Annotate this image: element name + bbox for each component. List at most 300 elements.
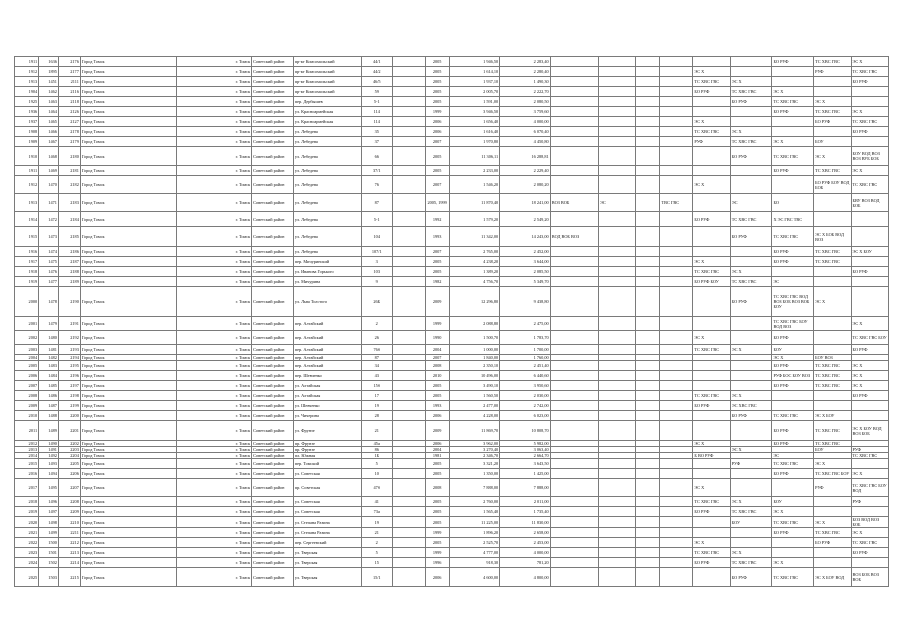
cell-c1: Город Томск: [80, 459, 177, 469]
cell-e-q: [599, 361, 636, 371]
cell-y: 2005: [425, 517, 449, 528]
cell-n2: 1477: [39, 277, 59, 287]
cell-w-x: ТС ХВС ГВС БОУ ВОД: [851, 479, 889, 497]
cell-w-s: БО РУФ: [693, 507, 730, 517]
cell-e-r: [660, 568, 693, 587]
cell-w-s: [693, 528, 730, 538]
cell-c3: Советский район: [252, 287, 294, 317]
cell-y: 1999: [425, 548, 449, 558]
cell-n2: 1490: [39, 441, 59, 447]
table-row: [15, 176, 889, 194]
cell-e-p: [550, 87, 598, 97]
cell-e-p: ВОД ВОБ ВОЗ: [550, 227, 598, 247]
cell-c1: Город Томск: [80, 77, 177, 87]
cell-empty: [392, 227, 425, 247]
cell-c1: Город Томск: [80, 507, 177, 517]
cell-w-s: ТС ХВС ГВС: [693, 548, 730, 558]
cell-e-q: [599, 267, 636, 277]
cell-e-r: [660, 459, 693, 469]
table-row: [15, 137, 889, 147]
cell-a2: 2 085,50: [500, 267, 551, 277]
cell-c5: 46/5: [361, 77, 392, 87]
cell-n: 2002: [15, 331, 39, 345]
cell-c3: Советский район: [252, 166, 294, 176]
cell-w-t: [730, 57, 772, 67]
cell-e-r: [660, 411, 693, 421]
cell-id: 2111: [58, 77, 80, 87]
cell-a2: 1 735,40: [500, 507, 551, 517]
cell-c3: Советский район: [252, 479, 294, 497]
cell-empty: [392, 287, 425, 317]
cell-y: 2005: [425, 166, 449, 176]
cell-w-v: ЭС Х: [814, 97, 851, 107]
cell-w-t: [730, 247, 772, 257]
cell-w-x: ТС ХВС ГВС БОУ: [851, 331, 889, 345]
cell-w-v: ЭС Х: [814, 287, 851, 317]
cell-c1: Город Томск: [80, 227, 177, 247]
cell-c1: Город Томск: [80, 97, 177, 107]
cell-w-u: ТС ХВС ГВС: [772, 459, 814, 469]
cell-e-q: [599, 538, 636, 548]
cell-w-x: [851, 212, 889, 227]
cell-w-u: ТС ХВС ГВС: [772, 411, 814, 421]
cell-c1: Город Томск: [80, 127, 177, 137]
cell-w-s: БО РУФ: [693, 212, 730, 227]
cell-w-x: ЭС Х: [851, 317, 889, 331]
cell-c2: г. Томск: [177, 469, 252, 479]
cell-c3: Советский район: [252, 447, 294, 453]
cell-w-t: [730, 331, 772, 345]
cell-empty: [392, 401, 425, 411]
cell-c1: Город Томск: [80, 479, 177, 497]
cell-c4: ул. Лебедева: [293, 137, 361, 147]
cell-n2: 1481: [39, 345, 59, 355]
cell-empty: [636, 57, 660, 67]
cell-n2: 1466: [39, 127, 59, 137]
cell-w-s: ЭС Х: [693, 257, 730, 267]
cell-c5: 76: [361, 176, 392, 194]
cell-c4: пр-кт Комсомольский: [293, 87, 361, 97]
cell-e-q: [599, 411, 636, 421]
cell-n: 2025: [15, 568, 39, 587]
cell-n: 2020: [15, 517, 39, 528]
cell-c2: г. Томск: [177, 528, 252, 538]
cell-id: 2202: [58, 441, 80, 447]
cell-y: 1993: [425, 227, 449, 247]
cell-c5: 103: [361, 267, 392, 277]
cell-n2: 1484: [39, 371, 59, 381]
cell-w-v: БО РУФ: [814, 117, 851, 127]
cell-id: 2191: [58, 317, 80, 331]
cell-c1: Город Томск: [80, 176, 177, 194]
cell-id: 2179: [58, 137, 80, 147]
cell-empty: [636, 317, 660, 331]
cell-e-r: [660, 287, 693, 317]
cell-c1: Город Томск: [80, 107, 177, 117]
cell-a1: 1 000,00: [449, 345, 500, 355]
cell-w-v: ТС ХВС ГВС БОУ: [814, 469, 851, 479]
table-row: [15, 507, 889, 517]
cell-c4: ул. Тверская: [293, 558, 361, 568]
cell-c3: Советский район: [252, 97, 294, 107]
cell-id: 2184: [58, 212, 80, 227]
cell-id: 2214: [58, 558, 80, 568]
cell-c2: г. Томск: [177, 548, 252, 558]
cell-empty: [392, 107, 425, 117]
cell-y: 2007: [425, 355, 449, 361]
cell-c4: ул. Советская: [293, 497, 361, 507]
cell-a1: 1 500,70: [449, 331, 500, 345]
cell-w-u: БОУ: [772, 345, 814, 355]
cell-id: 2186: [58, 247, 80, 257]
cell-c5: 44/1: [361, 57, 392, 67]
cell-a2: 4 450,80: [500, 137, 551, 147]
cell-w-v: ТС ХВС ГВС: [814, 57, 851, 67]
cell-w-t: [730, 381, 772, 391]
table-row: [15, 371, 889, 381]
cell-c5: 37: [361, 137, 392, 147]
table-row: [15, 459, 889, 469]
cell-w-x: [851, 227, 889, 247]
cell-c1: Город Томск: [80, 421, 177, 441]
cell-w-s: ЭС Х: [693, 538, 730, 548]
cell-e-p: [550, 287, 598, 317]
cell-n2: 1498: [39, 517, 59, 528]
cell-a1: 1 656,40: [449, 117, 500, 127]
cell-c3: Советский район: [252, 117, 294, 127]
cell-empty: [636, 528, 660, 538]
table-row: [15, 166, 889, 176]
cell-n2: 1475: [39, 257, 59, 267]
cell-w-v: [814, 401, 851, 411]
cell-w-x: БО РУФ: [851, 77, 889, 87]
table-row: [15, 558, 889, 568]
cell-e-q: [599, 166, 636, 176]
cell-a1: 4 228,00: [449, 411, 500, 421]
cell-c5: 5-1: [361, 97, 392, 107]
cell-c3: Советский район: [252, 176, 294, 194]
cell-empty: [636, 538, 660, 548]
cell-e-p: [550, 558, 598, 568]
table-row: [15, 267, 889, 277]
cell-e-q: [599, 137, 636, 147]
cell-a2: 4 800,00: [500, 568, 551, 587]
cell-w-v: ТС ХВС ГВС: [814, 528, 851, 538]
cell-empty: [392, 247, 425, 257]
cell-a1: 1 565,40: [449, 507, 500, 517]
cell-c4: ул. Льва Толстого: [293, 287, 361, 317]
cell-n: 1912: [15, 176, 39, 194]
cell-a2: 2 011,00: [500, 497, 551, 507]
cell-n: 1925: [15, 97, 39, 107]
cell-c2: г. Томск: [177, 381, 252, 391]
cell-n2: 1485: [39, 381, 59, 391]
cell-empty: [636, 371, 660, 381]
cell-w-v: [814, 391, 851, 401]
cell-a2: 781,20: [500, 558, 551, 568]
cell-c5: 114: [361, 117, 392, 127]
cell-w-u: [772, 117, 814, 127]
cell-e-p: [550, 528, 598, 538]
cell-w-u: [772, 401, 814, 411]
cell-empty: [392, 497, 425, 507]
cell-n: 1916: [15, 247, 39, 257]
cell-id: 2193: [58, 345, 80, 355]
cell-w-x: РУФ: [851, 497, 889, 507]
cell-n: 2016: [15, 469, 39, 479]
cell-c3: Советский район: [252, 345, 294, 355]
cell-w-s: ЭС Х: [693, 67, 730, 77]
cell-w-u: ТС ХВС ГВС ВОД ВОЗ БОБ ВОЗ ВОБ БОУ: [772, 287, 814, 317]
cell-e-r: [660, 381, 693, 391]
cell-c5: 66: [361, 147, 392, 166]
cell-empty: [392, 317, 425, 331]
cell-c2: г. Томск: [177, 371, 252, 381]
cell-w-x: ЭС Х БОУ ВОД ВОЗ БОБ: [851, 421, 889, 441]
cell-e-r: [660, 87, 693, 97]
cell-w-s: [693, 194, 730, 212]
cell-c3: Советский район: [252, 528, 294, 538]
cell-e-p: [550, 67, 598, 77]
cell-c2: г. Томск: [177, 441, 252, 447]
cell-c4: пр. Советская: [293, 479, 361, 497]
cell-c3: Советский район: [252, 277, 294, 287]
table-row: [15, 227, 889, 247]
cell-empty: [392, 568, 425, 587]
cell-w-v: [814, 212, 851, 227]
cell-e-r: [660, 528, 693, 538]
table-row: [15, 345, 889, 355]
cell-c5: 10: [361, 469, 392, 479]
cell-w-v: ЭС Х БОУ ВОД: [814, 568, 851, 587]
cell-empty: [392, 371, 425, 381]
cell-e-p: [550, 137, 598, 147]
cell-c3: Советский район: [252, 517, 294, 528]
cell-y: 2006: [425, 568, 449, 587]
table-row: [15, 87, 889, 97]
cell-c1: Город Томск: [80, 497, 177, 507]
cell-e-r: [660, 137, 693, 147]
table-row: [15, 127, 889, 137]
cell-a2: 2 475,00: [500, 317, 551, 331]
cell-c4: пер. Алтайский: [293, 355, 361, 361]
cell-a2: 11 830,00: [500, 517, 551, 528]
cell-c1: Город Томск: [80, 247, 177, 257]
cell-id: 2181: [58, 166, 80, 176]
cell-c5: 45а: [361, 441, 392, 447]
table-row: [15, 411, 889, 421]
cell-c4: пер. Алтайский: [293, 345, 361, 355]
cell-a2: 4 000,00: [500, 117, 551, 127]
cell-c4: пр. Фрунзе: [293, 447, 361, 453]
cell-a1: 1 591,00: [449, 97, 500, 107]
cell-e-q: [599, 401, 636, 411]
cell-e-q: [599, 381, 636, 391]
cell-w-u: ЭС Х: [772, 87, 814, 97]
cell-c1: Город Томск: [80, 331, 177, 345]
cell-e-p: [550, 317, 598, 331]
cell-w-u: [772, 176, 814, 194]
cell-n: 2013: [15, 447, 39, 453]
cell-c5: 35: [361, 127, 392, 137]
cell-c5: 15: [361, 558, 392, 568]
cell-c2: г. Томск: [177, 67, 252, 77]
cell-empty: [392, 345, 425, 355]
cell-c5: 1Б: [361, 453, 392, 459]
cell-id: 2207: [58, 479, 80, 497]
cell-a1: 3 321,20: [449, 459, 500, 469]
cell-c2: г. Томск: [177, 176, 252, 194]
cell-y: 2005: [425, 391, 449, 401]
cell-w-t: [730, 421, 772, 441]
cell-c1: Город Томск: [80, 381, 177, 391]
cell-n: 1910: [15, 147, 39, 166]
cell-w-t: ТС ХВС ГВС: [730, 212, 772, 227]
cell-c5: 15/1: [361, 568, 392, 587]
table-row: [15, 277, 889, 287]
cell-e-q: [599, 117, 636, 127]
cell-n2: 1502: [39, 558, 59, 568]
cell-c1: Город Томск: [80, 538, 177, 548]
cell-w-v: ЭС Х БОБ ВОД ВОЗ: [814, 227, 851, 247]
cell-c3: Советский район: [252, 558, 294, 568]
cell-n: 1911: [15, 166, 39, 176]
cell-n: 1904: [15, 87, 39, 97]
cell-w-v: ТС ХВС ГВС: [814, 421, 851, 441]
cell-w-t: БО РУФ: [730, 287, 772, 317]
cell-c4: пер. Томский: [293, 459, 361, 469]
cell-empty: [392, 194, 425, 212]
cell-w-t: БО РУФ: [730, 227, 772, 247]
table-row: [15, 117, 889, 127]
cell-e-q: [599, 127, 636, 137]
cell-e-p: [550, 391, 598, 401]
cell-c4: ул. Советская: [293, 507, 361, 517]
cell-c2: г. Томск: [177, 401, 252, 411]
cell-w-s: [693, 568, 730, 587]
cell-w-t: [730, 176, 772, 194]
cell-c1: Город Томск: [80, 166, 177, 176]
cell-e-q: [599, 528, 636, 538]
cell-empty: [392, 411, 425, 421]
cell-w-v: РУФ: [814, 479, 851, 497]
cell-w-s: [693, 411, 730, 421]
cell-w-t: [730, 117, 772, 127]
cell-n: 1909: [15, 137, 39, 147]
cell-n: 2004: [15, 355, 39, 361]
cell-empty: [636, 176, 660, 194]
cell-a2: 18 241,00: [500, 194, 551, 212]
cell-id: 2188: [58, 267, 80, 277]
cell-e-r: [660, 507, 693, 517]
cell-n2: 1462: [39, 87, 59, 97]
cell-w-v: БО РУФ БОУ ВОД БОБ: [814, 176, 851, 194]
cell-w-x: РУФ: [851, 447, 889, 453]
cell-e-r: [660, 469, 693, 479]
table-row: [15, 548, 889, 558]
cell-c4: ул. Советская: [293, 469, 361, 479]
cell-w-v: БО РУФ: [814, 538, 851, 548]
cell-id: 2210: [58, 517, 80, 528]
cell-y: 2005: [425, 97, 449, 107]
cell-empty: [636, 212, 660, 227]
cell-e-r: [660, 497, 693, 507]
cell-e-q: [599, 277, 636, 287]
cell-w-s: ЭС Х: [693, 441, 730, 447]
cell-w-u: БО РУФ: [772, 469, 814, 479]
cell-n: 2009: [15, 401, 39, 411]
cell-id: 2198: [58, 391, 80, 401]
cell-w-u: ЭС: [772, 453, 814, 459]
cell-empty: [636, 381, 660, 391]
cell-w-s: БО РУФ: [693, 401, 730, 411]
cell-e-q: [599, 212, 636, 227]
cell-e-p: [550, 381, 598, 391]
cell-empty: [636, 77, 660, 87]
cell-n2: 1497: [39, 507, 59, 517]
cell-c4: пер. Алтайский: [293, 317, 361, 331]
cell-y: 2005: [425, 87, 449, 97]
cell-c2: г. Томск: [177, 391, 252, 401]
cell-c4: ул. Шевченко: [293, 401, 361, 411]
cell-n: 2006: [15, 371, 39, 381]
cell-w-u: ТС ХВС ГВС: [772, 517, 814, 528]
cell-w-v: [814, 548, 851, 558]
cell-c3: Советский район: [252, 212, 294, 227]
cell-n2: 1463: [39, 97, 59, 107]
cell-n2: 1494: [39, 469, 59, 479]
cell-c5: 114: [361, 107, 392, 117]
cell-c3: Советский район: [252, 391, 294, 401]
cell-id: 2203: [58, 447, 80, 453]
cell-c3: Советский район: [252, 421, 294, 441]
cell-n: 2019: [15, 507, 39, 517]
cell-c4: ул. Лебедева: [293, 127, 361, 137]
cell-a2: 3 063,40: [500, 447, 551, 453]
cell-c1: Город Томск: [80, 453, 177, 459]
cell-e-r: [660, 77, 693, 87]
cell-w-s: [693, 459, 730, 469]
cell-y: 2005: [425, 67, 449, 77]
cell-w-u: [772, 127, 814, 137]
cell-w-t: БО РУФ: [730, 97, 772, 107]
cell-n2: 1464: [39, 107, 59, 117]
cell-n: 2011: [15, 421, 39, 441]
cell-c4: пр-кт Комсомольский: [293, 77, 361, 87]
cell-a1: 4 777,00: [449, 548, 500, 558]
cell-c5: 17: [361, 391, 392, 401]
cell-y: 1999: [425, 107, 449, 117]
cell-n: 1911: [15, 57, 39, 67]
cell-w-s: ТС ХВС ГВС: [693, 77, 730, 87]
cell-a2: 7 888,00: [500, 479, 551, 497]
cell-n: 2024: [15, 558, 39, 568]
cell-empty: [636, 194, 660, 212]
cell-c2: г. Томск: [177, 361, 252, 371]
cell-c3: Советский район: [252, 371, 294, 381]
cell-w-t: ТС ХВС ГВС: [730, 137, 772, 147]
cell-y: 2004: [425, 447, 449, 453]
cell-w-u: ТС ХВС ГВС: [772, 568, 814, 587]
cell-a1: 11 225,00: [449, 517, 500, 528]
cell-empty: [392, 469, 425, 479]
cell-w-t: БО РУФ: [730, 411, 772, 421]
cell-e-q: [599, 548, 636, 558]
cell-e-p: [550, 267, 598, 277]
cell-empty: [636, 277, 660, 287]
cell-w-t: ТС ХВС ГВС: [730, 558, 772, 568]
cell-c5: 3: [361, 257, 392, 267]
